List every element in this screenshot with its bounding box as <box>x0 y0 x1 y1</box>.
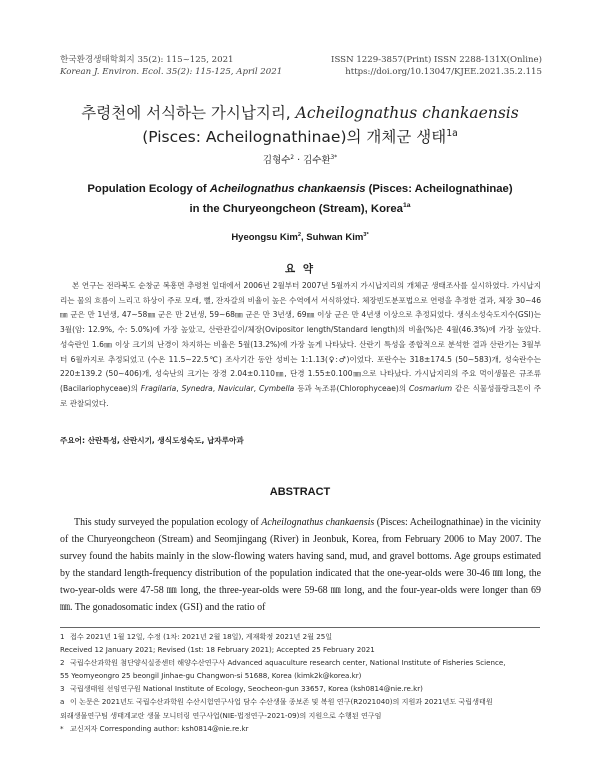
species-name-en: Acheilognathus chankaensis <box>209 183 366 195</box>
footnote-item: a 이 논문은 2021년도 국립수산과학원 수산시험연구사업 담수 수산생물 종보존 및 복원 연구(R2021040)의 지원과 2021년도 국립생태원 <box>60 697 493 707</box>
abstract-heading: ABSTRACT <box>269 486 331 498</box>
paper-title-ko: 추령천에 서식하는 가시납지리, Acheilognathus chankaensis (Pisces: Acheilognathinae)의 개체군 생태$^{1a}$ <box>81 104 519 146</box>
doi-link[interactable]: https://doi.org/10.13047/KJEE.2021.35.2.115 <box>345 67 542 77</box>
authors-ko: 김형수$^2$ · 김수환$^{3*}$ <box>262 154 338 166</box>
footnote-item-continuation: Received 12 January 2021; Revised (1st: 18 February 2021); Accepted 25 February 2021 <box>60 645 375 655</box>
issn: ISSN 1229-3857(Print) ISSN 2288-131X(Online) <box>331 55 542 65</box>
footnote-item: * 교신저자 Corresponding author: ksh0814@nie.re.kr <box>60 723 249 733</box>
english-abstract-body: This study surveyed the population ecology of Acheilognathus chankaensis (Pisces: Acheilognathinae) in the vicinity of the Churyeongcheon (Stream) and Seomjingang (River) in Jeonbuk, Korea, from February 2006 to May 2007. The survey found the habits mainly in the slow-flowing waters having sand, mud, and gravel bottoms. Age groups estimated by the standard length-frequency distribution of the population indicated that the one-year-olds were 30-46 ㎜ long, the two-year-olds were 47-58 ㎜ long, the three-year-olds were 59-68 ㎜ long, and the four-year-olds were longer than 69 ㎜. The gonadosomatic index (GSI) and the ratio of <box>60 517 541 613</box>
footnote-item: 2 국립수산과학원 첨단양식실증센터 해양수산연구사 Advanced aquaculture research center, National Institute of Fisheries Science, <box>60 658 506 668</box>
footnote-item: 1 접수 2021년 1월 12일, 수정 (1차: 2021년 2월 18일), 게재확정 2021년 2월 25일 <box>60 632 333 641</box>
keywords-ko <box>60 435 244 446</box>
korean-abstract-heading: 요 약 <box>285 263 315 275</box>
species-name: Acheilognathus chankaensis <box>295 104 519 122</box>
author-2-en: Suhwan Kim <box>306 232 364 243</box>
journal-citation-en: Korean J. Environ. Ecol. 35(2): 115-125, April 2021 <box>60 67 283 77</box>
title-footnote-mark: 1a <box>446 127 458 139</box>
footnote-item-continuation: 55 Yeomyeongro 25 beongil Jinhae-gu Changwon-si 51688, Korea (kimk2k@korea.kr) <box>60 671 362 681</box>
korean-abstract-body: 본 연구는 전라북도 순창군 복흥면 추령천 일대에서 2006년 2월부터 2007년 5월까지 가시납지리의 개체군 생태조사를 실시하였다. 가시납지리는 물의 흐름이 느리고 하상이 주로 모래, 뻘, 잔자갈의 비율이 높은 수역에서 서식하였다. 체장빈도분포법으로 연령을 추정한 결과, 체장 30~46㎜ 군은 만 1년생, 47~58㎜ 군은 만 2년생, 59~68㎜ 군은 만 3년생, 69㎜ 이상 군은 만 4년생 이상으로 추정되었다. 생식소성숙도지수(GSI)는 3월(암: 12.9%, 수: 5.0%)에 가장 높았고, 산란관길이/체장(Ovipositor length/Standard length)의 비율(%)은 4월(46.3%)에 가장 높았다. 성숙란인 1.6㎜ 이상 크기의 난경이 차지하는 비율은 5월(13.2%)에 가장 높게 나타났다. 산란기 특성을 종합적으로 분석한 결과 산란기는 3월부터 6월까지로 추정되었고 (수온 11.5~22.5℃) 조사기간 동안 성비는 1:1.13(♀:♂)이었다. 포란수는 318±174.5 (50~583)개, 성숙란수는 220±139.2 (50~406)개, 성숙난의 크기는 장경 2.04±0.110㎜, 단경 1.55±0.100㎜으로 나타났다. 가시납지리의 주요 먹이생물은 규조류(Bacilariophyceae)의 Fragilaria, Synedra, Navicular, Cymbella 등과 녹조류(Chlorophyceae)의 Cosmarium 같은 식물성플랑크톤이 주로 관찰되었다. <box>60 281 542 408</box>
keywords-label: 주요어: <box>60 436 86 445</box>
author-2-ko: 김수환 <box>303 155 331 166</box>
footnote-item: 3 국립생태원 선임연구원 National Institute of Ecology, Seocheon-gun 33657, Korea (ksh0814@nie.re.kr) <box>60 684 423 694</box>
footnotes <box>60 630 542 735</box>
keywords-list: 산란특성, 산란시기, 생식도성숙도, 납자루아과 <box>85 436 244 445</box>
author-1-ko: 김형수 <box>262 155 291 166</box>
footnote-item-continuation: 외래생물연구팀 생태계교란 생물 모니터링 연구사업(NIE-법정연구-2021-09)의 지원으로 수행된 연구임 <box>60 710 382 720</box>
paper-title-en: Population Ecology of Acheilognathus chankaensis (Pisces: Acheilognathinae) in the Churyeongcheon (Stream), Korea$^{1a}$ <box>87 183 513 215</box>
journal-citation <box>60 54 282 78</box>
species-name-abstract: Acheilognathus chankaensis <box>261 517 375 528</box>
author-1-en: Hyeongsu Kim <box>231 232 298 243</box>
authors-en: Hyeongsu Kim$^2$, Suhwan Kim$^{3*}$ <box>231 231 369 243</box>
journal-citation-ko: 한국환경생태학회지 35(2): 115~125, 2021 <box>60 55 234 65</box>
issn-doi-block <box>331 54 542 78</box>
footnote-divider <box>60 627 540 628</box>
